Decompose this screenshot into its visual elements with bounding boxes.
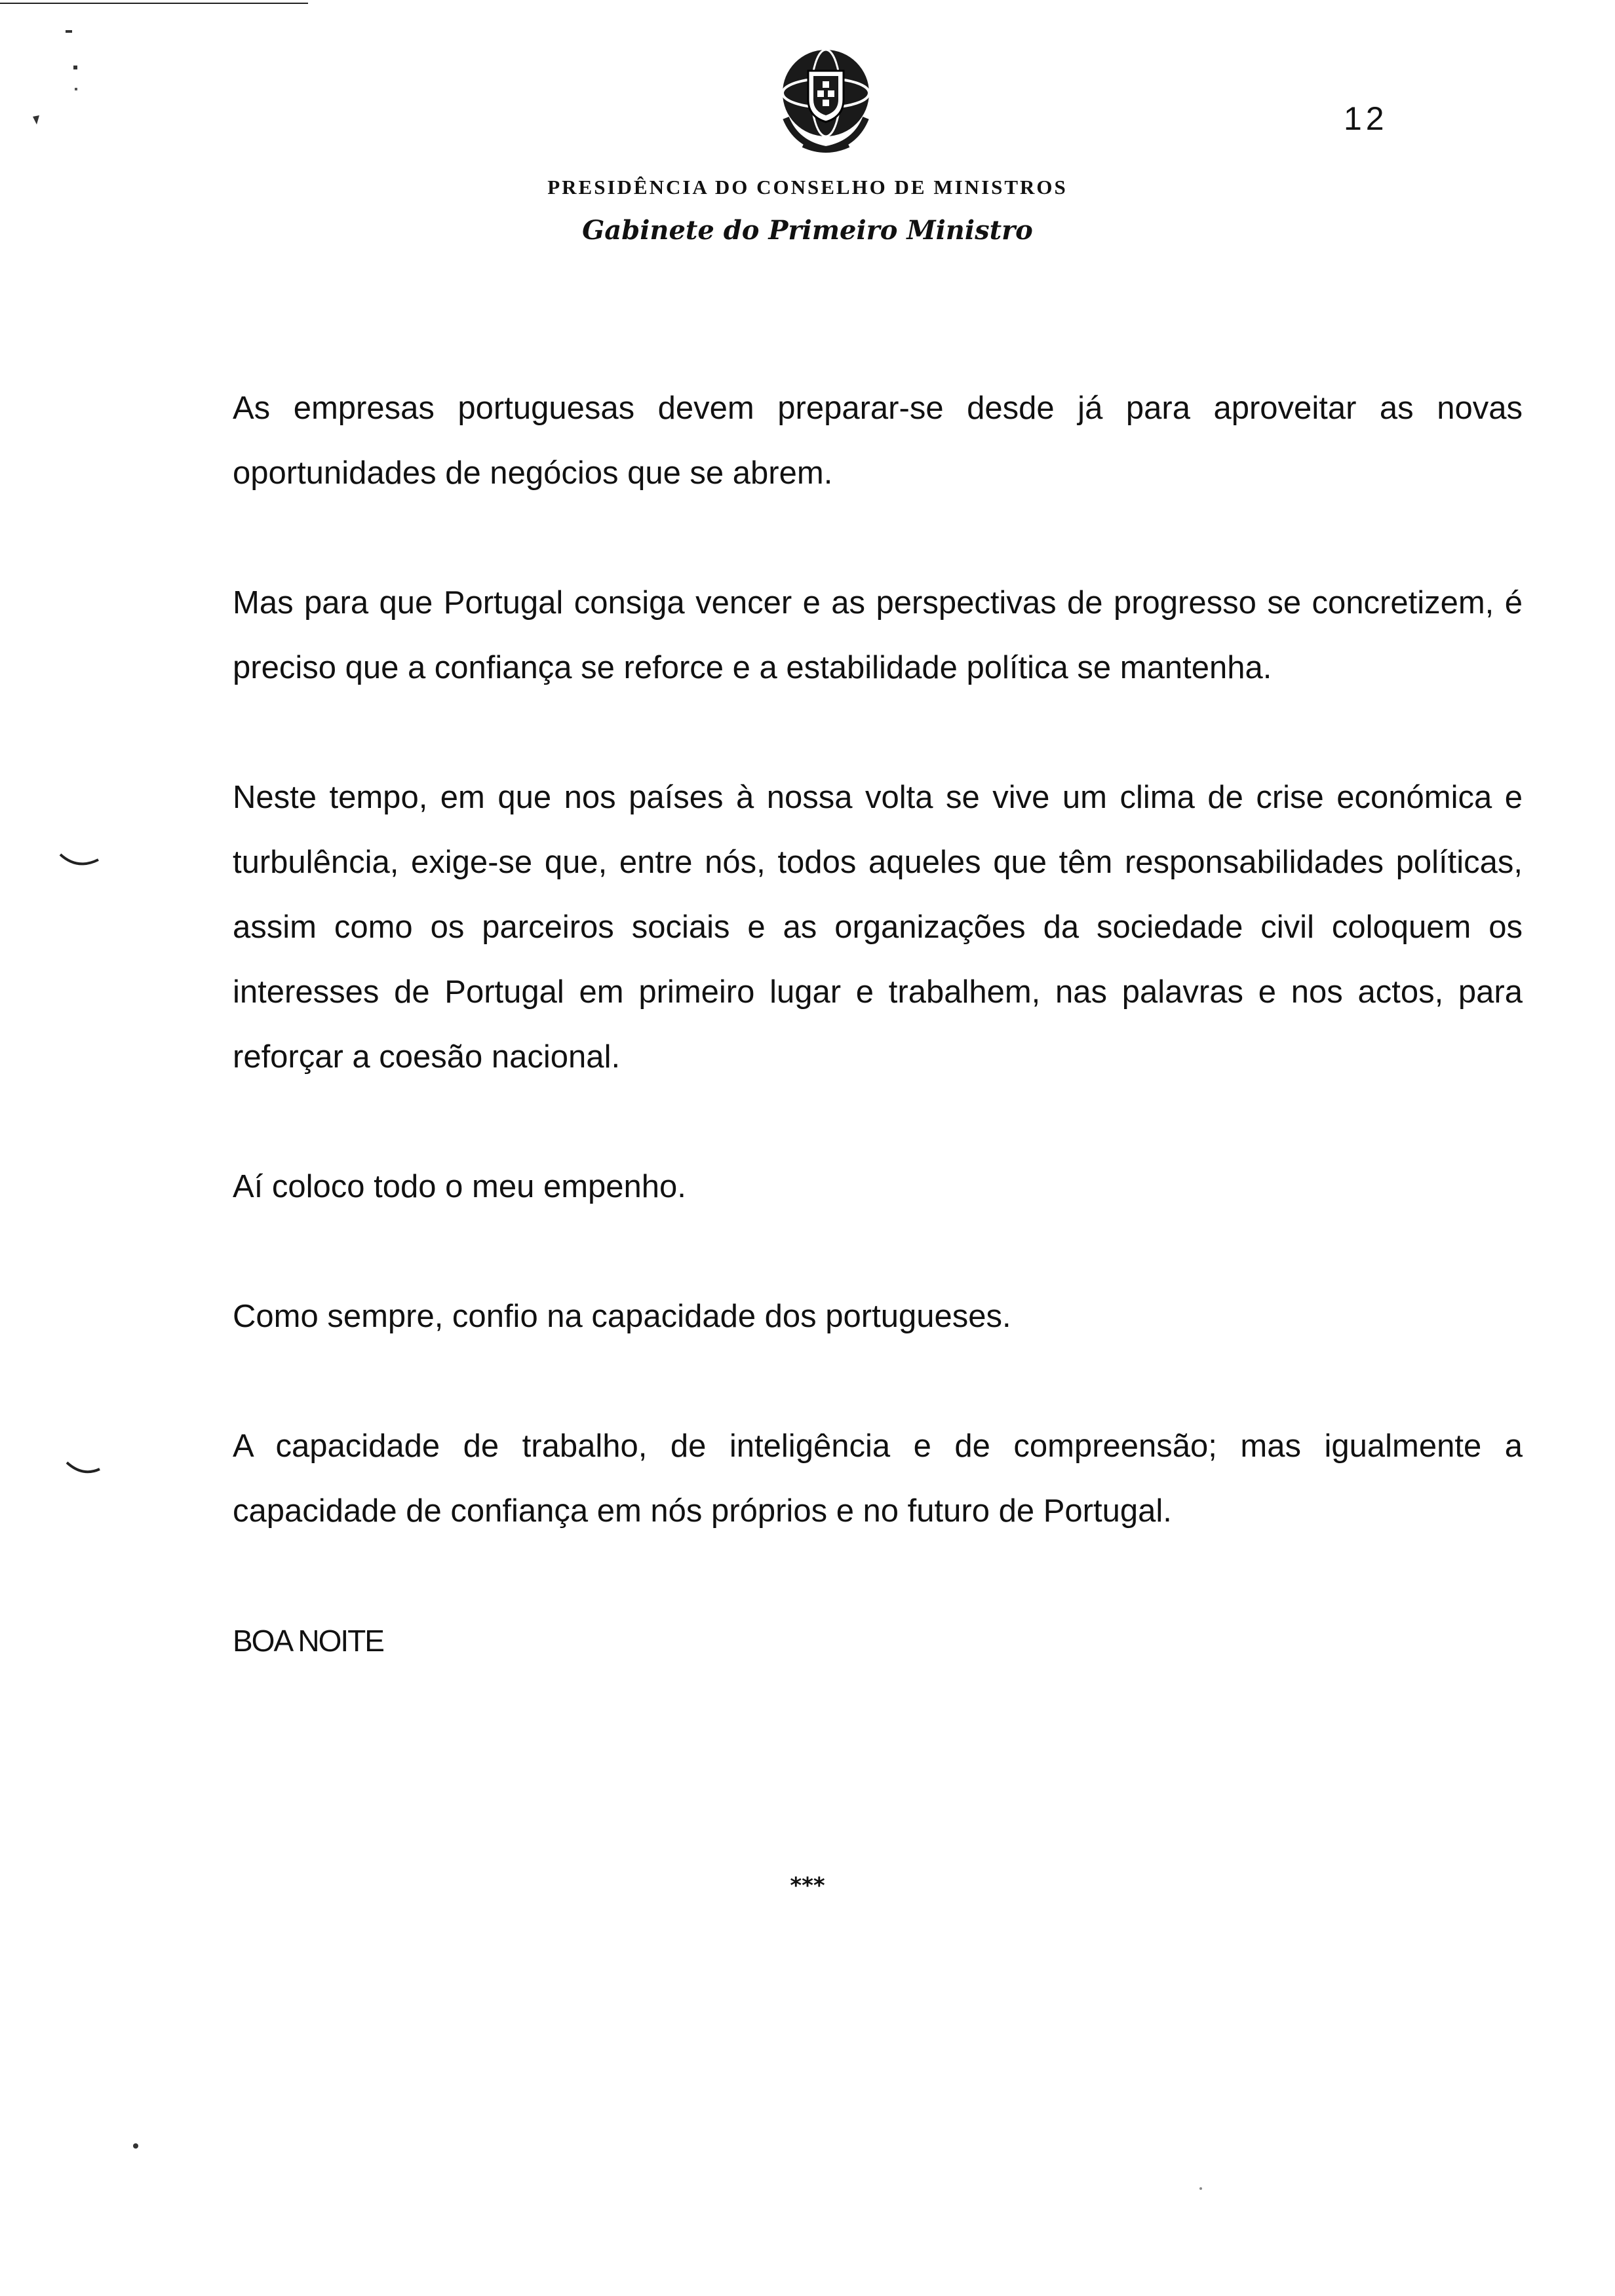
paragraph: Mas para que Portugal consiga vencer e as perspectivas de progresso se concretizem, é preciso que a confiança se reforce e a estabilidade política se mantenha. xyxy=(233,585,1523,685)
scan-marks-left xyxy=(26,26,105,144)
margin-mark-1 xyxy=(58,852,104,871)
coat-of-arms-icon xyxy=(777,46,875,157)
margin-mark-2 xyxy=(64,1460,104,1480)
office-name: Gabinete do Primeiro Ministro xyxy=(582,215,1033,246)
paragraph: Neste tempo, em que nos países à nossa volta se vive um clima de crise económica e turbulência, exige-se que, entre nós, todos aqueles que têm responsabilidades políticas, assim como os parceiros sociais e as organizações da sociedade civil coloquem os interesses de Portugal em primeiro lugar e trabalhem, nas palavras e nos actos, para reforçar a coesão nacional. xyxy=(233,780,1523,1075)
paragraph: A capacidade de trabalho, de inteligência e de compreensão; mas igualmente a capacidade de confiança em nós próprios e no futuro de Portugal. xyxy=(233,1428,1523,1529)
scan-dot-bottom xyxy=(131,2141,140,2151)
sign-off: BOA NOITE xyxy=(233,1624,383,1658)
organization-name: PRESIDÊNCIA DO CONSELHO DE MINISTROS xyxy=(547,176,1068,199)
paragraph: Como sempre, confio na capacidade dos portugueses. xyxy=(233,1299,1011,1334)
speech-body xyxy=(233,376,1523,1674)
scan-dot-right xyxy=(1198,2186,1203,2191)
scan-artifact-line xyxy=(0,3,308,4)
end-separator: *** xyxy=(790,1873,825,1899)
page-number: 12 xyxy=(1344,100,1388,137)
paragraph: As empresas portuguesas devem preparar-se desde já para aproveitar as novas oportunidades de negócios que se abrem. xyxy=(233,391,1523,491)
paragraph: Aí coloco todo o meu empenho. xyxy=(233,1169,686,1204)
